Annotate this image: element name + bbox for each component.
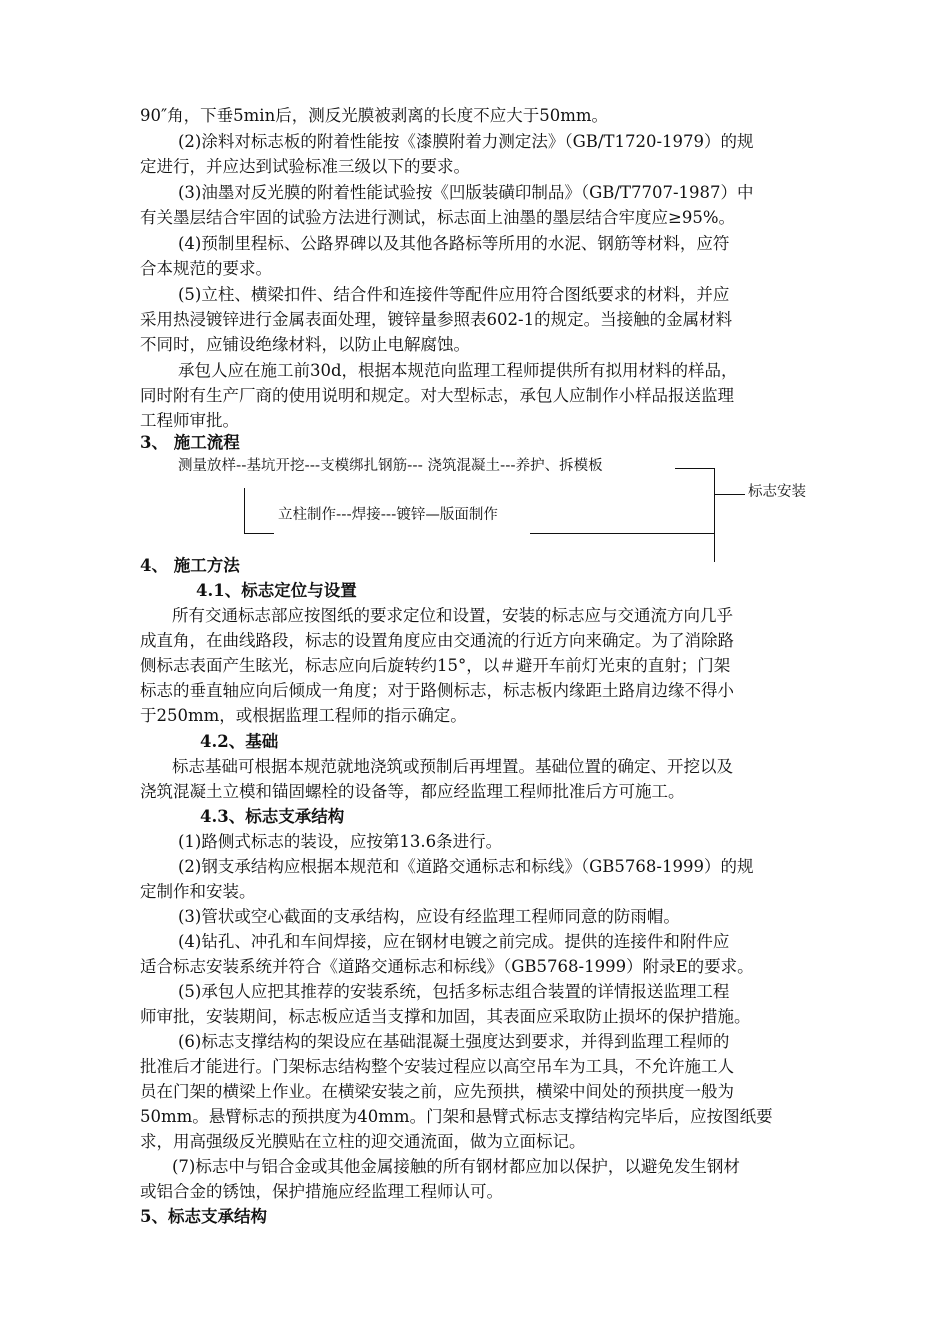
text-line: 求，用高强级反光膜贴在立柱的迎交通流面，做为立面标记。 [140, 1132, 586, 1151]
text-line: 工程师审批。 [140, 411, 239, 430]
text-line: (5)立柱、横梁扣件、结合件和连接件等配件应用符合图纸要求的材料，并应 [178, 285, 730, 304]
text-line: 50mm。悬臂标志的预拱度为40mm。门架和悬臂式标志支撑结构完毕后，应按图纸要 [140, 1107, 773, 1126]
flow-line-result [715, 494, 745, 495]
text-line: 合本规范的要求。 [140, 259, 272, 278]
text-line: (4)钻孔、冲孔和车间焊接，应在钢材电镀之前完成。提供的连接件和附件应 [178, 932, 730, 951]
text-line: 浇筑混凝土立模和锚固螺栓的设备等，都应经监理工程师批准后方可施工。 [140, 782, 685, 801]
text-line: 承包人应在施工前30d，根据本规范向监理工程师提供所有拟用材料的样品， [178, 361, 738, 380]
subsection-heading: 4.2、基础 [200, 732, 279, 751]
text-line: (2)钢支承结构应根据本规范和《道路交通标志和标线》（GB5768-1999）的规 [178, 857, 754, 876]
text-line: (2)涂料对标志板的附着性能按《漆膜附着力测定法》（GB/T1720-1979）的规 [178, 132, 754, 151]
text-line: 90″角，下垂5min后，测反光膜被剥离的长度不应大于50mm。 [140, 106, 608, 125]
section-heading: 3、 施工流程 [140, 433, 240, 452]
text-line: 师审批，安装期间，标志板应适当支撑和加固，其表面应采取防止损坏的保护措施。 [140, 1007, 751, 1026]
section-heading: 4、 施工方法 [140, 556, 240, 575]
section-heading: 5、标志支承结构 [140, 1207, 267, 1226]
subsection-heading: 4.3、标志支承结构 [200, 807, 345, 826]
subsection-heading: 4.1、标志定位与设置 [196, 581, 357, 600]
flow-line-bottom-right [530, 533, 715, 534]
text-line: 侧标志表面产生眩光，标志应向后旋转约15°，以＃避开车前灯光束的直射；门架 [140, 656, 731, 675]
text-line: 批准后才能进行。门架标志结构整个安装过程应以高空吊车为工具，不允许施工人 [140, 1057, 734, 1076]
flow-line-left-vertical [244, 488, 245, 533]
text-line: (1)路侧式标志的装设，应按第13.6条进行。 [178, 832, 503, 851]
text-line: 定制作和安装。 [140, 882, 256, 901]
flow-line-bottom-left [244, 533, 274, 534]
text-line: 有关墨层结合牢固的试验方法进行测试，标志面上油墨的墨层结合牢度应≥95%。 [140, 208, 735, 227]
text-line: 适合标志安装系统并符合《道路交通标志和标线》（GB5768-1999）附录E的要求。 [140, 957, 754, 976]
text-line: 或铝合金的锈蚀，保护措施应经监理工程师认可。 [140, 1182, 503, 1201]
text-line: (5)承包人应把其推荐的安装系统，包括多标志组合装置的详情报送监理工程 [178, 982, 730, 1001]
text-line: 成直角，在曲线路段，标志的设置角度应由交通流的行近方向来确定。为了消除路 [140, 631, 734, 650]
text-line: 所有交通标志部应按图纸的要求定位和设置，安装的标志应与交通流方向几乎 [172, 606, 733, 625]
text-line: (6)标志支撑结构的架设应在基础混凝土强度达到要求，并得到监理工程师的 [178, 1032, 730, 1051]
flow-line-right-vertical [714, 468, 715, 562]
text-line: 标志的垂直轴应向后倾成一角度；对于路侧标志，标志板内缘距土路肩边缘不得小 [140, 681, 734, 700]
flow-line-top [675, 468, 715, 469]
flow-top-row: 测量放样--基坑开挖---支模绑扎钢筋--- 浇筑混凝土---养护、拆模板 [178, 458, 603, 474]
text-line: 于250mm，或根据监理工程师的指示确定。 [140, 706, 467, 725]
text-line: 采用热浸镀锌进行金属表面处理，镀锌量参照表602-1的规定。当接触的金属材料 [140, 310, 733, 329]
text-line: (3)油墨对反光膜的附着性能试验按《凹版装磺印制品》（GB/T7707-1987）中 [178, 183, 754, 202]
text-line: 标志基础可根据本规范就地浇筑或预制后再埋置。基础位置的确定、开挖以及 [172, 757, 733, 776]
text-line: 同时附有生产厂商的使用说明和规定。对大型标志，承包人应制作小样品报送监理 [140, 386, 734, 405]
flow-result: 标志安装 [748, 484, 806, 500]
text-line: (4)预制里程标、公路界碑以及其他各路标等所用的水泥、钢筋等材料，应符 [178, 234, 730, 253]
text-line: 员在门架的横梁上作业。在横梁安装之前，应先预拱，横梁中间处的预拱度一般为 [140, 1082, 734, 1101]
text-line: (7)标志中与铝合金或其他金属接触的所有钢材都应加以保护，以避免发生钢材 [172, 1157, 740, 1176]
text-line: (3)管状或空心截面的支承结构，应设有经监理工程师同意的防雨帽。 [178, 907, 680, 926]
text-line: 定进行，并应达到试验标准三级以下的要求。 [140, 157, 470, 176]
text-line: 不同时，应铺设绝缘材料，以防止电解腐蚀。 [140, 335, 470, 354]
flow-bottom-row: 立柱制作---焊接---镀锌—版面制作 [278, 507, 498, 523]
